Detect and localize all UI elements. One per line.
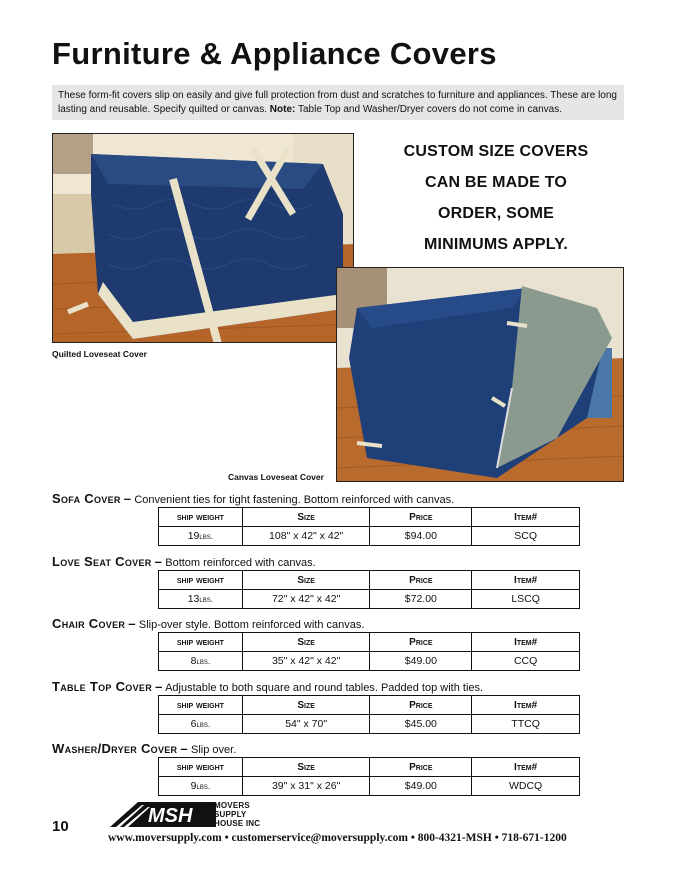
canvas-loveseat-photo (336, 267, 624, 482)
price-cell: $45.00 (370, 715, 472, 734)
product-name: Love Seat Cover (52, 554, 152, 569)
product-heading (52, 554, 632, 569)
spec-table (158, 757, 580, 796)
intro-note-label: Note: (269, 104, 296, 115)
spec-table (158, 632, 580, 671)
header-ship-weight: ship weight (159, 571, 243, 590)
price-cell: $72.00 (370, 590, 472, 609)
product-description: Slip over. (191, 744, 237, 756)
logo-line-3: HOUSE INC (214, 819, 261, 828)
product-sofa-cover (52, 491, 632, 542)
size-cell: 39" x 31" x 26" (242, 777, 370, 796)
header-item: Item# (472, 571, 580, 590)
custom-note-line-3: ORDER, SOME (438, 205, 554, 222)
header-price: Price (370, 758, 472, 777)
header-item: Item# (472, 508, 580, 527)
product-dash: – (180, 741, 188, 756)
custom-note-line-2: CAN BE MADE TO (424, 174, 568, 191)
quilted-loveseat-caption: Quilted Loveseat Cover (52, 349, 147, 359)
price-cell: $49.00 (370, 777, 472, 796)
weight-value: 19 (187, 530, 200, 542)
item-cell: SCQ (472, 527, 580, 546)
custom-note-line-1: CUSTOM SIZE COVERS (403, 143, 589, 160)
header-size: Size (242, 508, 370, 527)
ship-weight-cell (159, 777, 243, 796)
header-price: Price (370, 633, 472, 652)
spec-value-row (159, 715, 580, 734)
product-dash: – (123, 491, 132, 506)
item-cell: LSCQ (472, 590, 580, 609)
size-cell: 108" x 42" x 42" (242, 527, 370, 546)
header-size: Size (242, 571, 370, 590)
product-name: Table Top Cover (52, 679, 153, 694)
footer-contact: www.moversupply.com • customerservice@moversupply.com • 800-4321-MSH • 718-671-1200 (108, 832, 567, 844)
header-ship-weight: ship weight (159, 633, 243, 652)
custom-note-line-4: MINIMUMS APPLY. (423, 236, 569, 253)
ship-weight-cell (159, 652, 243, 671)
product-name: Sofa Cover (52, 491, 121, 506)
weight-unit: lbs. (199, 531, 214, 541)
ship-weight-cell (159, 715, 243, 734)
product-dash: – (128, 616, 136, 631)
header-size: Size (242, 633, 370, 652)
product-heading (52, 679, 632, 694)
spec-value-row (159, 590, 580, 609)
price-cell: $94.00 (370, 527, 472, 546)
product-love-seat-cover (52, 554, 632, 605)
header-ship-weight: ship weight (159, 508, 243, 527)
spec-header-row (159, 696, 580, 715)
page-number: 10 (52, 818, 69, 835)
spec-header-row (159, 571, 580, 590)
logo-line-2: SUPPLY (214, 810, 247, 819)
header-size: Size (242, 696, 370, 715)
product-heading (52, 616, 632, 631)
weight-value: 9 (190, 780, 197, 792)
ship-weight-cell (159, 527, 243, 546)
header-ship-weight: ship weight (159, 758, 243, 777)
product-heading (52, 491, 632, 506)
product-description: Adjustable to both square and round tables. Padded top with ties. (165, 682, 484, 694)
spec-value-row (159, 777, 580, 796)
header-size: Size (242, 758, 370, 777)
weight-value: 13 (187, 593, 200, 605)
product-washer-dryer-cover (52, 741, 632, 792)
product-name: Chair Cover (52, 616, 126, 631)
weight-unit: lbs. (196, 719, 211, 729)
logo-wordmark (214, 801, 260, 828)
product-description: Slip-over style. Bottom reinforced with canvas. (138, 619, 365, 631)
spec-value-row (159, 527, 580, 546)
spec-header-row (159, 508, 580, 527)
quilted-loveseat-photo (52, 133, 354, 343)
spec-value-row (159, 652, 580, 671)
weight-unit: lbs. (199, 594, 214, 604)
product-description: Convenient ties for tight fastening. Bottom reinforced with canvas. (134, 494, 455, 506)
spec-header-row (159, 633, 580, 652)
header-price: Price (370, 696, 472, 715)
weight-unit: lbs. (196, 781, 211, 791)
intro-lead: These form-fit covers slip on easily and give full protection from dust and scratches to furniture and appliances. These are long lasting and reusable. Specify quilted or canvas. (58, 90, 617, 115)
item-cell: CCQ (472, 652, 580, 671)
product-table-top-cover (52, 679, 632, 730)
weight-unit: lbs. (196, 656, 211, 666)
page-title: Furniture & Appliance Covers (52, 36, 497, 71)
intro-note-text: Table Top and Washer/Dryer covers do not come in canvas. (297, 104, 562, 115)
spec-table (158, 507, 580, 546)
header-item: Item# (472, 758, 580, 777)
item-cell: WDCQ (472, 777, 580, 796)
product-dash: – (154, 554, 163, 569)
header-ship-weight: ship weight (159, 696, 243, 715)
spec-table (158, 695, 580, 734)
custom-size-note (362, 136, 630, 260)
canvas-loveseat-caption: Canvas Loveseat Cover (228, 472, 324, 482)
product-heading (52, 741, 632, 756)
weight-value: 8 (190, 655, 197, 667)
size-cell: 35" x 42" x 42" (242, 652, 370, 671)
header-price: Price (370, 508, 472, 527)
size-cell: 72" x 42" x 42" (242, 590, 370, 609)
product-name: Washer/Dryer Cover (52, 741, 178, 756)
header-item: Item# (472, 696, 580, 715)
item-cell: TTCQ (472, 715, 580, 734)
spec-header-row (159, 758, 580, 777)
weight-value: 6 (190, 718, 197, 730)
header-price: Price (370, 571, 472, 590)
product-chair-cover (52, 616, 632, 667)
product-dash: – (155, 679, 163, 694)
size-cell: 54" x 70" (242, 715, 370, 734)
price-cell: $49.00 (370, 652, 472, 671)
logo-line-1: MOVERS (214, 801, 250, 810)
logo-mark: MSH (148, 805, 193, 827)
product-description: Bottom reinforced with canvas. (165, 557, 316, 569)
ship-weight-cell (159, 590, 243, 609)
spec-table (158, 570, 580, 609)
header-item: Item# (472, 633, 580, 652)
intro-paragraph (52, 85, 624, 120)
